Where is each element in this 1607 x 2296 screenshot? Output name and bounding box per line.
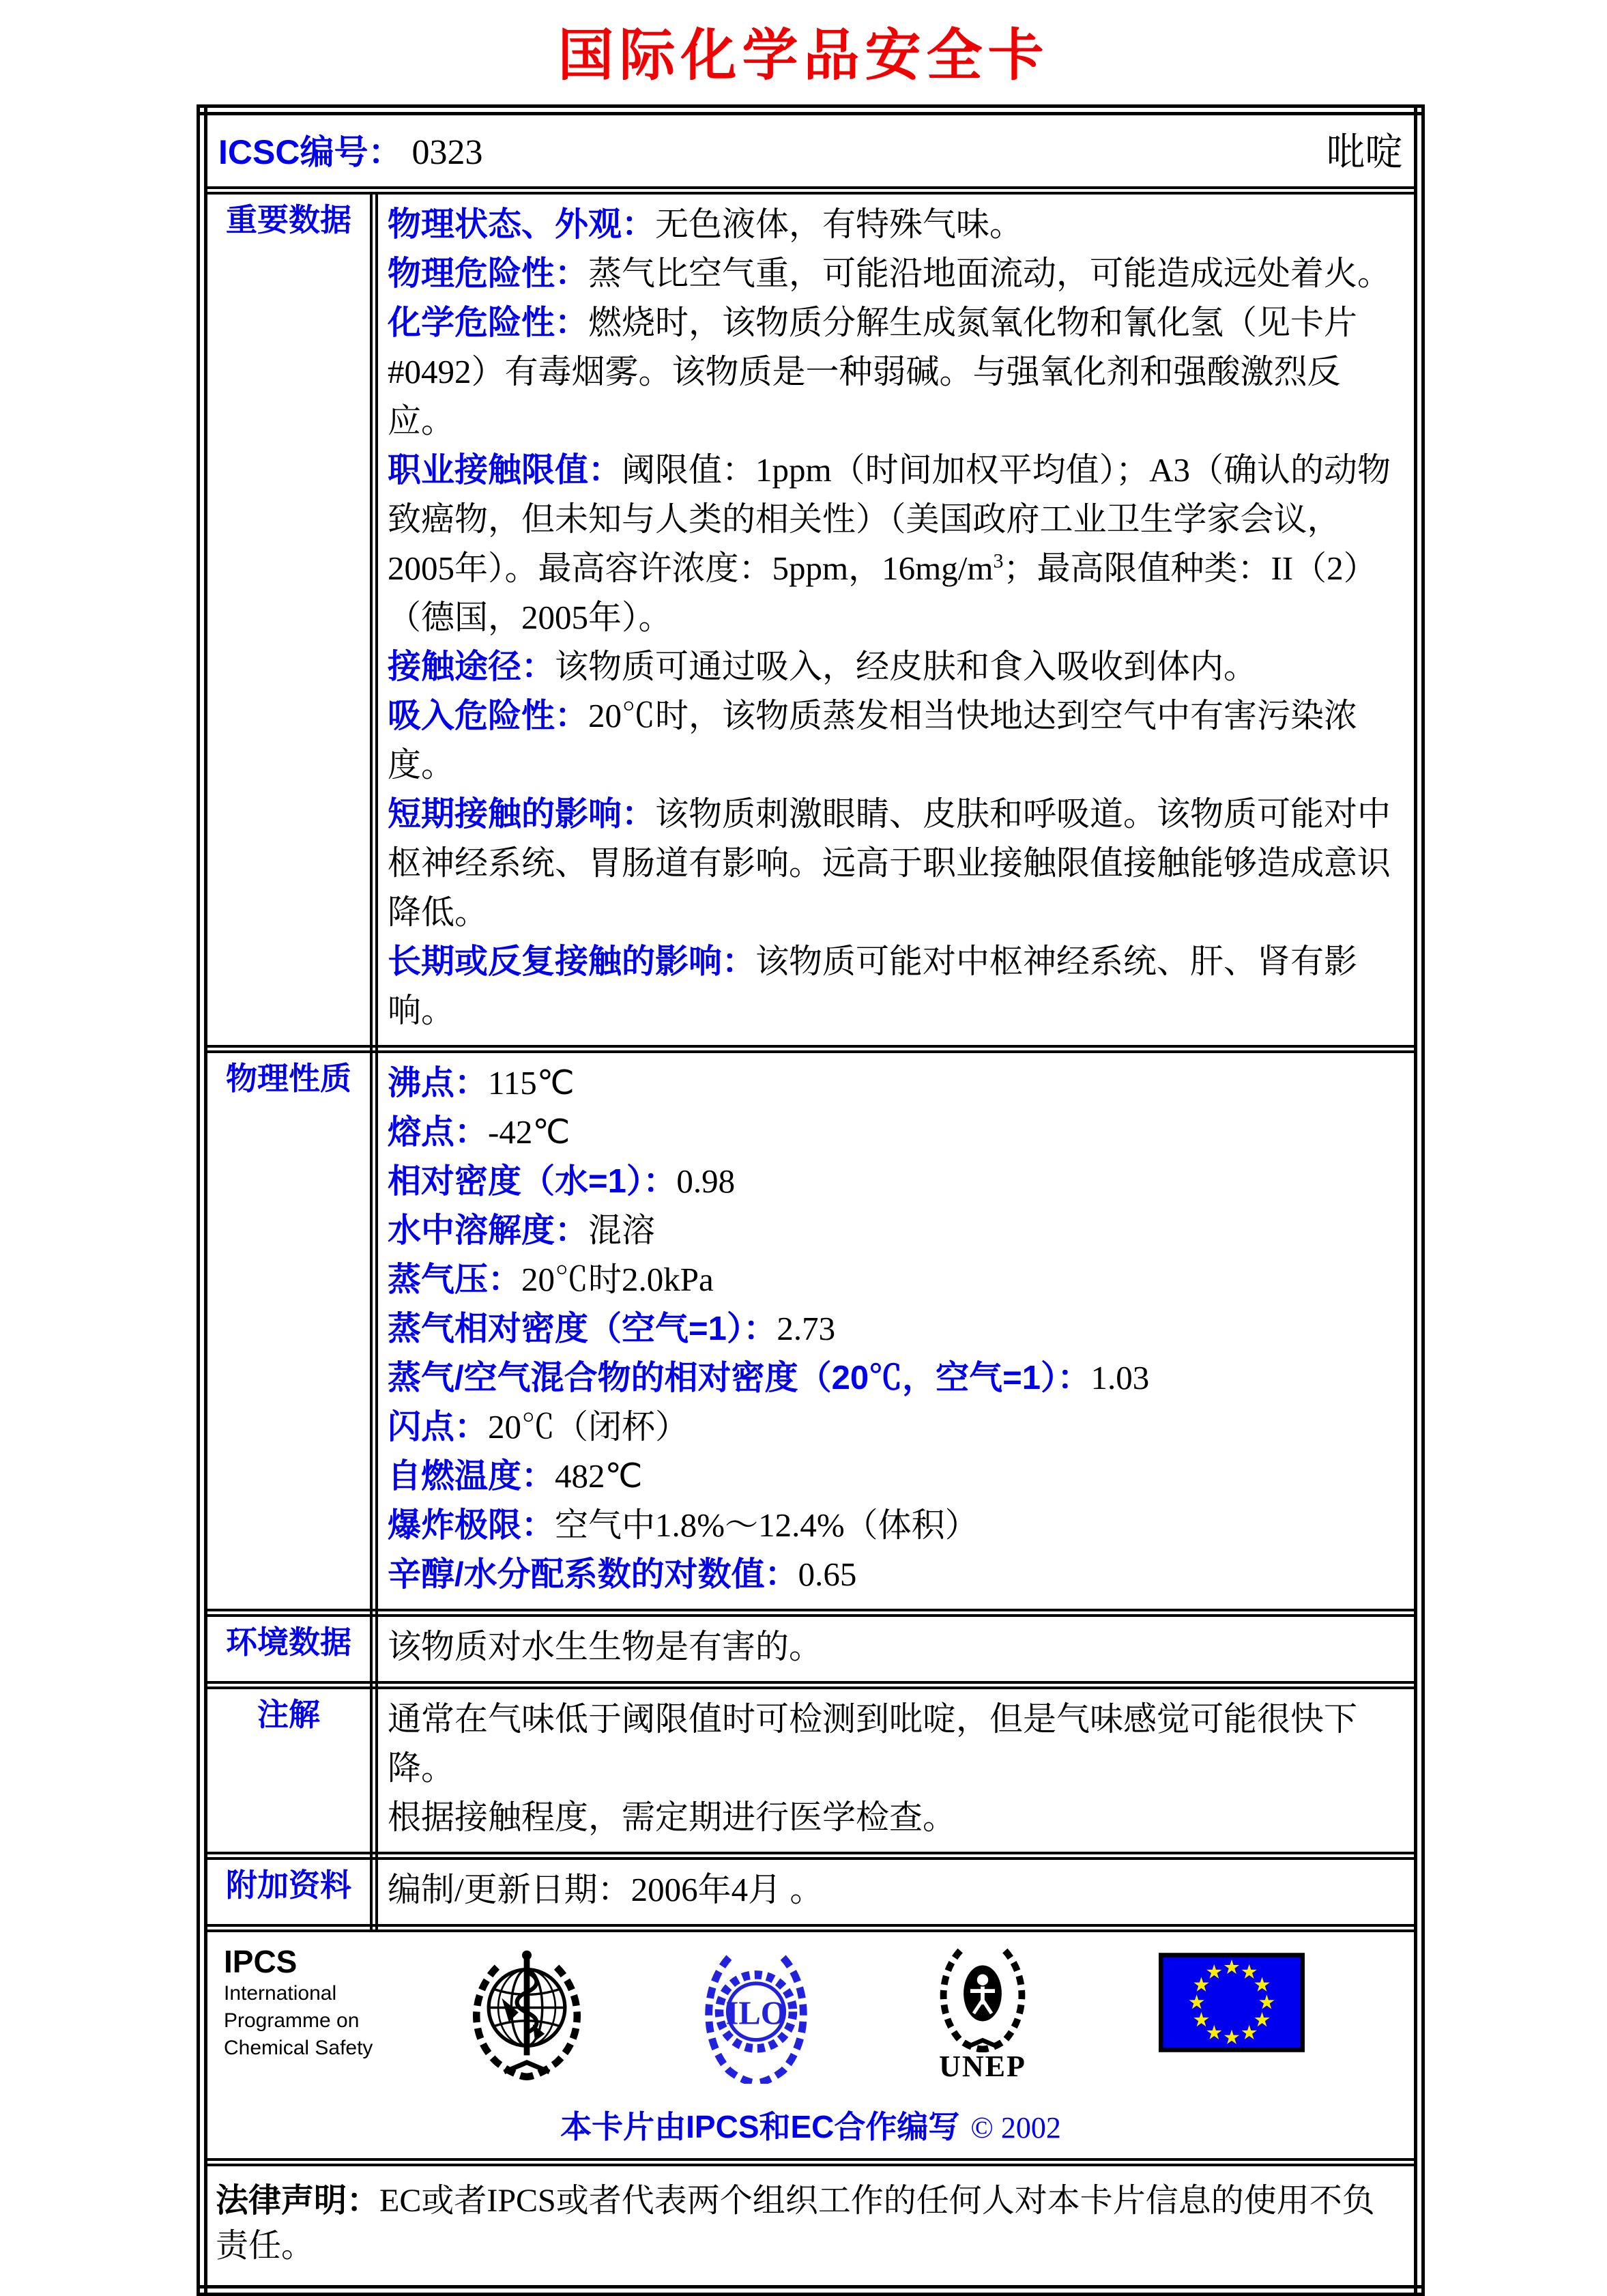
environmental-data-row bbox=[202, 1613, 1419, 1685]
eu-flag-icon bbox=[1159, 1953, 1305, 2056]
item-value: 混溶 bbox=[588, 1211, 656, 1249]
footer-caption-text: 本卡片由IPCS和EC合作编写 bbox=[560, 2109, 960, 2144]
header-cell bbox=[202, 110, 1419, 190]
ipcs-line: Programme on bbox=[224, 2009, 360, 2032]
property-item bbox=[388, 1059, 1404, 1108]
ipcs-acronym: IPCS bbox=[224, 1944, 298, 1979]
item-value: 蒸气比空气重，可能沿地面流动，可能造成远处着火。 bbox=[588, 255, 1391, 292]
item-value: 该物质对水生生物是有害的。 bbox=[388, 1628, 823, 1665]
item-label: 物理状态、外观： bbox=[388, 206, 656, 243]
section-label-important-data: 重要数据 bbox=[202, 190, 374, 1049]
property-item bbox=[388, 1108, 1404, 1157]
item-value: 20℃时，该物质蒸发相当快地达到空气中有害污染浓度。 bbox=[388, 697, 1358, 784]
item-label: 辛醇/水分配系数的对数值： bbox=[388, 1556, 798, 1593]
data-item bbox=[388, 1793, 1404, 1842]
physical-properties-content bbox=[374, 1049, 1419, 1613]
data-item bbox=[388, 691, 1404, 790]
item-value: 2.73 bbox=[777, 1310, 836, 1347]
item-label: 闪点： bbox=[388, 1409, 489, 1446]
item-value: 0.65 bbox=[798, 1555, 857, 1593]
data-item bbox=[388, 937, 1404, 1035]
section-label-additional-info: 附加资料 bbox=[202, 1856, 374, 1928]
item-value: 20℃（闭杯） bbox=[488, 1408, 689, 1446]
ipcs-text-block bbox=[224, 1943, 396, 2062]
item-label: 接触途径： bbox=[388, 648, 555, 685]
item-label: 沸点： bbox=[388, 1065, 489, 1102]
item-label: 长期或反复接触的影响： bbox=[388, 943, 756, 980]
item-value: 燃烧时，该物质分解生成氮氧化物和氰化氢（见卡片#0492）有毒烟雾。该物质是一种弱碱。与强氧化剂和强酸激烈反应。 bbox=[388, 304, 1358, 440]
property-item bbox=[388, 1206, 1404, 1255]
icsc-number-group bbox=[218, 125, 482, 174]
item-label: 熔点： bbox=[388, 1114, 489, 1151]
footer-copyright: © 2002 bbox=[970, 2111, 1061, 2144]
item-value: -42℃ bbox=[488, 1113, 570, 1151]
icsc-number-label: ICSC编号： bbox=[218, 133, 403, 171]
data-item bbox=[388, 642, 1404, 691]
item-label: 蒸气/空气混合物的相对密度（20℃，空气=1）： bbox=[388, 1360, 1091, 1396]
property-item bbox=[388, 1501, 1404, 1550]
physical-properties-row bbox=[202, 1049, 1419, 1613]
notes-row bbox=[202, 1685, 1419, 1856]
item-value: 阈限值：1ppm（时间加权平均值）；A3（确认的动物致癌物，但未知与人类的相关性）（美国政府工业卫生学家会议，2005年）。最高容许浓度：5ppm，16mg/m bbox=[388, 451, 1391, 587]
item-value: 编制/更新日期：2006年4月 。 bbox=[388, 1871, 824, 1908]
item-label: 吸入危险性： bbox=[388, 698, 589, 734]
unep-logo-icon bbox=[927, 1943, 1039, 2082]
additional-info-content bbox=[374, 1856, 1419, 1928]
data-item bbox=[388, 1695, 1404, 1793]
property-item bbox=[388, 1452, 1404, 1501]
chemical-name: 吡啶 bbox=[1327, 132, 1403, 174]
ipcs-line: Chemical Safety bbox=[224, 2037, 373, 2059]
item-value: 该物质可能对中枢神经系统、肝、肾有影响。 bbox=[388, 943, 1358, 1029]
item-value: 1.03 bbox=[1090, 1359, 1150, 1396]
data-item bbox=[388, 1622, 1404, 1671]
property-item bbox=[388, 1403, 1404, 1452]
additional-info-row bbox=[202, 1856, 1419, 1928]
data-item bbox=[388, 446, 1404, 642]
data-item bbox=[388, 249, 1404, 298]
icsc-card-table bbox=[197, 104, 1425, 2296]
item-label: 物理危险性： bbox=[388, 255, 589, 292]
logo-strip bbox=[207, 1943, 1414, 2089]
item-label: 水中溶解度： bbox=[388, 1212, 589, 1249]
item-value: 482℃ bbox=[555, 1457, 643, 1495]
property-item bbox=[388, 1157, 1404, 1206]
item-value: 该物质可通过吸入，经皮肤和食入吸收到体内。 bbox=[555, 648, 1258, 685]
logos-cell bbox=[202, 1928, 1419, 2162]
important-data-row bbox=[202, 190, 1419, 1049]
legal-notice-label: 法律声明： bbox=[216, 2183, 380, 2219]
item-value: 0.98 bbox=[676, 1162, 736, 1200]
notes-content bbox=[374, 1685, 1419, 1856]
item-value: 20℃时2.0kPa bbox=[521, 1261, 714, 1298]
property-item bbox=[388, 1353, 1404, 1403]
icsc-number-value: 0323 bbox=[411, 133, 483, 172]
ipcs-line: International bbox=[224, 1982, 337, 2005]
item-label: 蒸气相对密度（空气=1）： bbox=[388, 1310, 777, 1347]
legal-notice-text: EC或者IPCS或者代表两个组织工作的任何人对本卡片信息的使用不负责任。 bbox=[216, 2183, 1375, 2264]
section-label-notes: 注解 bbox=[202, 1685, 374, 1856]
item-label: 化学危险性： bbox=[388, 304, 589, 341]
property-item bbox=[388, 1304, 1404, 1353]
ilo-logo-text: ILO bbox=[725, 1994, 787, 2032]
legal-row bbox=[202, 2162, 1419, 2291]
who-logo-icon bbox=[461, 1945, 592, 2089]
header-row bbox=[202, 110, 1419, 190]
logos-row bbox=[202, 1928, 1419, 2162]
ilo-logo-icon bbox=[695, 1945, 817, 2087]
item-value: 115℃ bbox=[488, 1064, 575, 1102]
environmental-data-content bbox=[374, 1613, 1419, 1685]
property-item bbox=[388, 1550, 1404, 1599]
item-value: 该物质刺激眼睛、皮肤和呼吸道。该物质可能对中枢神经系统、胃肠道有影响。远高于职业接触限值接触能够造成意识降低。 bbox=[388, 795, 1391, 931]
item-label: 爆炸极限： bbox=[388, 1507, 555, 1544]
footer-caption bbox=[207, 2102, 1414, 2147]
item-label: 自燃温度： bbox=[388, 1458, 555, 1495]
section-label-environmental-data: 环境数据 bbox=[202, 1613, 374, 1685]
property-item bbox=[388, 1255, 1404, 1304]
page-title: 国际化学品安全卡 bbox=[558, 25, 1049, 87]
section-label-physical-properties: 物理性质 bbox=[202, 1049, 374, 1613]
item-label: 短期接触的影响： bbox=[388, 796, 656, 833]
important-data-content bbox=[374, 190, 1419, 1049]
unep-logo-text: UNEP bbox=[939, 2050, 1026, 2083]
item-label: 蒸气压： bbox=[388, 1261, 522, 1298]
data-item bbox=[388, 200, 1404, 249]
item-value: 无色液体，有特殊气味。 bbox=[655, 205, 1024, 243]
legal-cell bbox=[202, 2162, 1419, 2291]
item-value: 通常在气味低于阈限值时可检测到吡啶，但是气味感觉可能很快下降。 bbox=[388, 1700, 1358, 1787]
item-value: 空气中1.8%～12.4%（体积） bbox=[555, 1506, 979, 1544]
item-value: ；最高限值种类：II（2）（德国，2005年）。 bbox=[388, 549, 1377, 636]
data-item bbox=[388, 298, 1404, 446]
item-label: 相对密度（水=1）： bbox=[388, 1163, 677, 1200]
superscript: 3 bbox=[993, 549, 1004, 573]
data-item bbox=[388, 1865, 1404, 1914]
item-label: 职业接触限值： bbox=[388, 452, 622, 489]
item-value: 根据接触程度，需定期进行医学检查。 bbox=[388, 1798, 957, 1836]
data-item bbox=[388, 790, 1404, 937]
